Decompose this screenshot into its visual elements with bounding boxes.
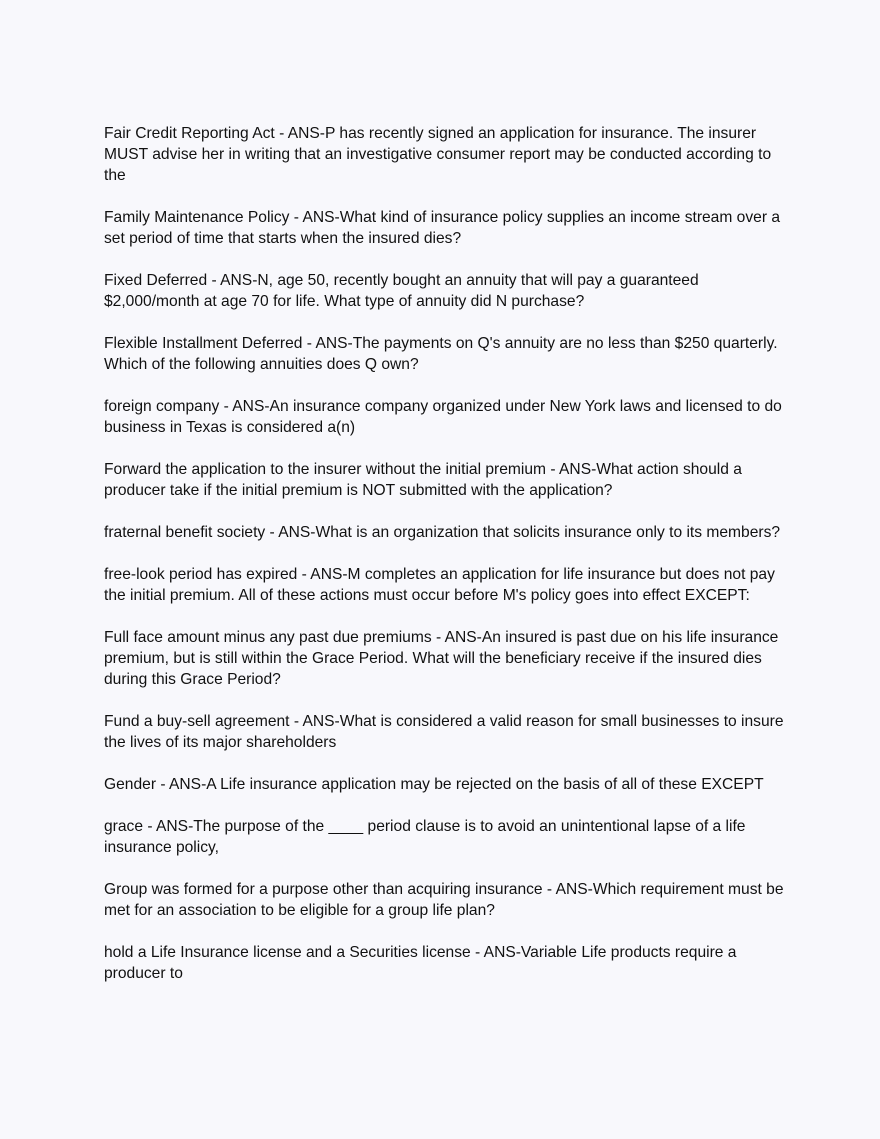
qa-entry: Fund a buy-sell agreement - ANS-What is considered a valid reason for small businesses to insure the lives of its major shareholders xyxy=(104,713,784,751)
qa-entry: free-look period has expired - ANS-M completes an application for life insurance but does not pay the initial premium. All of these actions must occur before M's policy goes into effect EXCEPT: xyxy=(104,566,775,604)
qa-entry: Family Maintenance Policy - ANS-What kind of insurance policy supplies an income stream over a set period of time that starts when the insured dies? xyxy=(104,209,781,247)
qa-entry: Forward the application to the insurer without the initial premium - ANS-What action should a producer take if the initial premium is NOT submitted with the application? xyxy=(104,461,742,499)
qa-entry: Group was formed for a purpose other than acquiring insurance - ANS-Which requirement must be met for an association to be eligible for a group life plan? xyxy=(104,881,784,919)
qa-entry: Fair Credit Reporting Act - ANS-P has recently signed an application for insurance. The insurer MUST advise her in writing that an investigative consumer report may be conducted according to the xyxy=(104,125,772,184)
qa-entry: grace - ANS-The purpose of the ____ period clause is to avoid an unintentional lapse of a life insurance policy, xyxy=(104,818,746,856)
qa-entry: fraternal benefit society - ANS-What is an organization that solicits insurance only to its members? xyxy=(104,524,781,541)
qa-entry: Fixed Deferred - ANS-N, age 50, recently bought an annuity that will pay a guaranteed $2,000/month at age 70 for life. What type of annuity did N purchase? xyxy=(104,272,699,310)
qa-entry: Gender - ANS-A Life insurance application may be rejected on the basis of all of these EXCEPT xyxy=(104,776,764,793)
qa-entry: Full face amount minus any past due premiums - ANS-An insured is past due on his life insurance premium, but is still within the Grace Period. What will the beneficiary receive if the insured dies during this Grace Period? xyxy=(104,629,779,688)
document-page xyxy=(104,123,784,1005)
qa-entry: foreign company - ANS-An insurance company organized under New York laws and licensed to do business in Texas is considered a(n) xyxy=(104,398,782,436)
qa-entry: Flexible Installment Deferred - ANS-The payments on Q's annuity are no less than $250 quarterly. Which of the following annuities does Q own? xyxy=(104,335,778,373)
qa-entry: hold a Life Insurance license and a Securities license - ANS-Variable Life products require a producer to xyxy=(104,944,737,982)
